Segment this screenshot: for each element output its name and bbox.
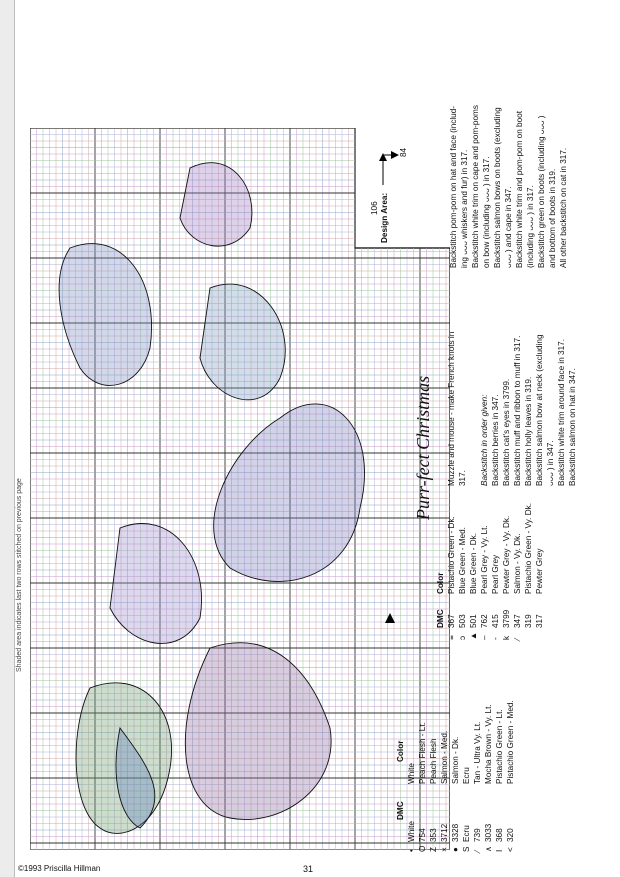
instruction-line: Backstitch white trim on cape and pom-poms [471,105,480,268]
instruction-line [468,332,479,486]
legend-sym: S [462,846,471,852]
legend-color: Tan - Ultra Vy. Lt. [473,721,482,784]
legend-row [428,700,439,852]
instruction-line: Backstitch salmon bow at neck (excluding [535,334,544,486]
legend-dmc: 739 [473,828,482,842]
legend-sym: × [440,847,449,852]
legend-color: Pewter Grey [535,548,544,594]
legend-color: Pistachio Green - Vy. Dk. [524,502,533,594]
legend-dmc: 762 [480,614,489,628]
instruction-line: Backstitch salmon bows on boots (excluding [493,107,502,268]
legend-color-header: Color [396,740,405,762]
instruction-line: ᴗᴗᴗ ) in 347. [546,440,555,486]
legend-sym: – [480,635,489,640]
legend-dmc: Ecru [462,825,471,842]
legend-dmc: 3712 [440,823,449,842]
legend-sym: Z [429,846,438,852]
legend-row [494,700,505,852]
instruction-line: on bow (including ᴗᴗᴗ ) in 317. [482,156,491,268]
legend-sym: ⁄ [513,638,522,640]
color-legend-left [395,700,516,852]
copyright: ©1993 Priscilla Hillman [18,864,101,873]
legend-row [505,700,516,852]
legend-sym: k [502,635,511,640]
instruction-line: (including ᴗᴗᴗ ) in 317. [526,185,535,268]
legend-row [468,503,479,640]
legend-sym: < [506,847,515,852]
legend-color: Ecru [462,767,471,784]
legend-sym: - [491,637,500,640]
color-legend-mid [435,503,545,640]
legend-color: Pistachio Green - Med. [506,700,515,784]
legend-dmc: 3328 [451,823,460,842]
instruction-line: Backstitch white trim and pom-pom on boot [515,111,524,268]
legend-dmc: 320 [506,828,515,842]
legend-color: Pewter Grey - Vy. Dk. [502,515,511,594]
legend-dmc: 415 [491,614,500,628]
legend-dmc: 501 [469,614,478,628]
design-area-w: 106 [370,201,379,215]
legend-color: Peach Flesh [429,738,438,784]
legend-sym: • [407,849,416,852]
instruction-line: Backstitch white trim around face in 317. [557,339,566,486]
legend-row [450,700,461,852]
instruction-line: All other backstitch on cat in 317. [559,147,568,268]
legend-dmc: 3033 [484,823,493,842]
legend-dmc: White [407,821,416,842]
legend-color: White [407,763,416,784]
legend-row [406,700,417,852]
legend-dmc: 503 [458,614,467,628]
legend-color-header: Color [436,572,445,594]
page-gutter [0,0,15,877]
instruction-line: Backstitch in order given: [480,394,489,486]
design-area-marker [355,135,415,245]
legend-dmc: 317 [535,614,544,628]
shaded-area-note: Shaded area indicates last two rows stitched on previous page [16,478,23,672]
legend-row [417,700,428,852]
legend-dmc-header: DMC [396,801,405,820]
design-area-label: Design Area: [380,192,389,243]
legend-sym: O [418,845,427,852]
instruction-line: 317. [458,470,467,486]
legend-color: Pistachio Green - Dk. [447,516,456,594]
instruction-line: Backstitch pom-pom on hat and face (includ- [449,105,458,268]
legend-row [472,700,483,852]
legend-row [534,503,545,640]
legend-row [446,503,457,640]
instruction-line: Backstitch cat's eyes in 3799. [502,378,511,486]
page-title: Purr-fect Christmas [413,375,433,520]
instruction-line: Backstitch salmon on hat in 347. [568,368,577,486]
legend-color: Blue Green - Dk. [469,533,478,594]
legend-row [512,503,523,640]
design-area-h: 84 [399,147,408,157]
legend-row [501,503,512,640]
legend-dmc: 347 [513,614,522,628]
legend-sym [534,628,545,640]
page-number: 31 [303,864,314,874]
legend-color: Salmon - Vy. Dk. [513,533,522,594]
legend-sym: ● [451,847,460,852]
instruction-line: Backstitch holly leaves in 319. [524,376,533,486]
legend-dmc: 368 [495,828,504,842]
legend-row [490,503,501,640]
instruction-line: Backstitch green on boots (including ᴗᴗᴗ ) [537,115,546,268]
instruction-line: Muzzle and mouse - make French knots in [447,331,456,486]
legend-sym [523,628,534,640]
instruction-line: and bottom of boots in 319. [548,168,557,268]
legend-color: Pearl Grey [491,554,500,594]
legend-row [479,503,490,640]
legend-sym: I [495,849,504,852]
legend-dmc: 754 [418,828,427,842]
instruction-line: Backstitch muff and ribbon to muff in 317. [513,335,522,486]
legend-sym: ↄ [458,635,467,640]
legend-sym: ▲ [469,631,478,640]
legend-dmc: 3799 [502,609,511,628]
legend-color: Peach Flesh - Lt. [418,722,427,784]
instruction-line: ing ᴗᴗᴗ whiskers and fur) in 317. [460,149,469,268]
legend-row [523,503,534,640]
stitch-instructions-right [448,105,569,268]
legend-sym: ≡ [447,635,456,640]
legend-row [461,700,472,852]
legend-sym: ∧ [484,846,493,852]
legend-color: Pearl Grey - Vy. Lt. [480,525,489,594]
legend-sym: ⁄ [473,850,482,852]
stitch-instructions-mid [446,332,578,486]
legend-color: Mocha Brown - Vy. Lt. [484,704,493,784]
legend-row [483,700,494,852]
legend-row [439,700,450,852]
legend-dmc: 353 [429,828,438,842]
legend-color: Salmon - Dk. [451,736,460,784]
legend-dmc-header: DMC [436,609,445,628]
legend-color: Pistachio Green - Lt. [495,709,504,784]
legend-dmc: 367 [447,614,456,628]
instruction-line: ᴗᴗᴗ ) and cape in 347. [504,186,513,268]
legend-row [457,503,468,640]
legend-color: Salmon - Med. [440,730,449,784]
instruction-line: Backstitch berries in 347. [491,394,500,486]
legend-color: Blue Green - Med. [458,527,467,594]
legend-dmc: 319 [524,614,533,628]
